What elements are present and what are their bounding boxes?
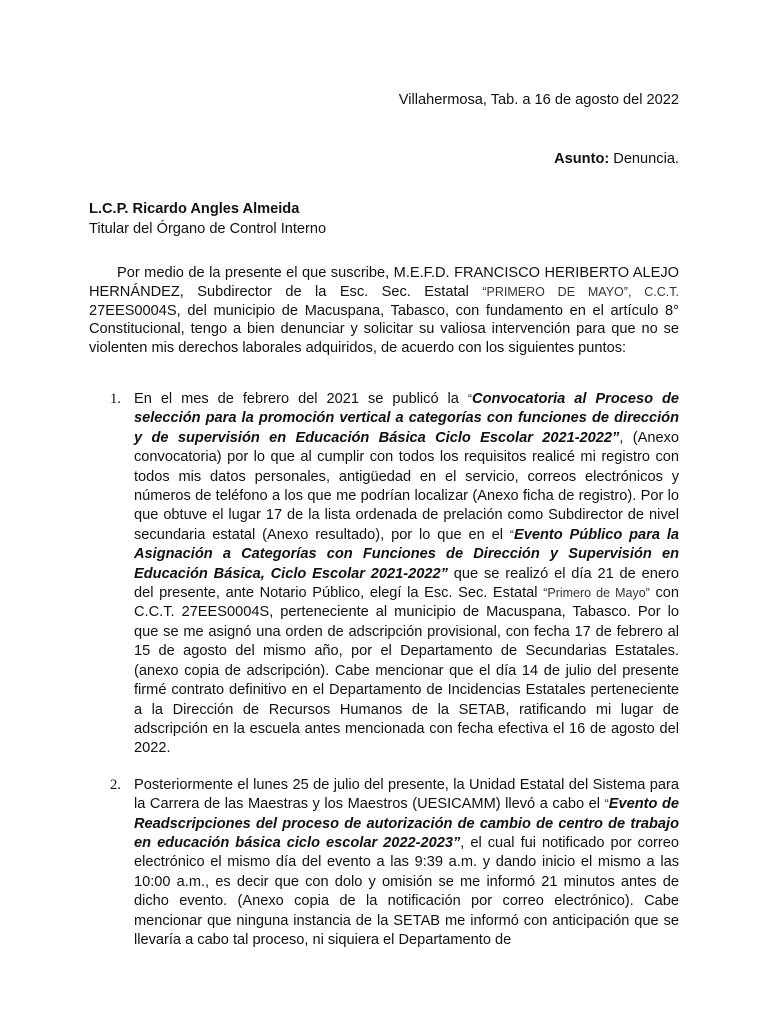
item-emphasis: Convocatoria al Proceso de selección para la promoción vertical a categorías con funciones de dirección y de supervisión en Educación Básica Ciclo Escolar 2021-2022”: [134, 391, 679, 446]
item-text: En el mes de febrero del 2021 se publicó la: [134, 391, 468, 407]
intro-school-name: “PRIMERO DE MAYO”, C.C.T.: [482, 284, 679, 299]
list-item-text: [134, 390, 679, 759]
recipient-title: Titular del Órgano de Control Interno: [89, 221, 327, 237]
intro-text-2: 27EES0004S, del municipio de Macuspana, Tabasco, con fundamento en el artículo 8° Constitucional, tengo a bien denunciar y solicitar su valiosa intervención para que no se violenten mis derechos laborales adquiridos, de acuerdo con los siguientes puntos:: [89, 302, 679, 357]
quote-mark: “: [467, 392, 473, 406]
subject-line: [554, 149, 679, 169]
item-text: , (Anexo convocatoria) por lo que al cumplir con todos los requisitos realicé mi registro con todos mis datos personales, antigüedad en el servicio, correos electrónicos y números de teléfono a los que me podrían localizar (Anexo ficha de registro). Por lo que obtuve el lugar 17 de la lista ordenada de prelación como Subdirector de nivel secundaria estatal (Anexo resultado), por lo que en el: [134, 429, 679, 543]
item-emphasis: Evento Público para la Asignación a Categorías con Funciones de Dirección y Supervisión en Educación Básica, Ciclo Escolar 2021-2022”: [134, 526, 679, 582]
quote-mark: “: [509, 527, 515, 542]
points-list: [89, 390, 679, 967]
subject-value: Denuncia.: [609, 151, 679, 167]
quote-mark: “: [604, 797, 609, 812]
date-line: Villahermosa, Tab. a 16 de agosto del 2022: [398, 92, 679, 108]
intro-paragraph: [89, 264, 679, 358]
item-text: que se realizó el día 21 de enero del presente, ante Notario Público, elegí la Esc. Sec. Estatal: [134, 565, 679, 602]
item-school-name: “Primero de Mayo”: [543, 586, 650, 601]
item-text: con C.C.T. 27EES0004S, perteneciente al municipio de Macuspana, Tabasco. Por lo que se me asignó una orden de adscripción provisional, con fecha 17 de febrero al 15 de agosto del mismo año, por el Departamento de Secundarias Estatales. (anexo copia de adscripción). Cabe mencionar que el día 14 de julio del presente firmé contrato definitivo en el Departamento de Incidencias Estatales perteneciente a la Dirección de Recursos Humanos de la SETAB, ratificando mi lugar de adscripción en la escuela antes mencionada con fecha efectiva el 16 de agosto del 2022.: [134, 585, 680, 757]
list-item: [89, 776, 679, 951]
item-emphasis: Evento de Readscripciones del proceso de autorización de cambio de centro de trabajo en educación básica ciclo escolar 2022-2023”: [134, 796, 679, 851]
list-item-text: [134, 776, 679, 951]
subject-label: Asunto:: [554, 151, 610, 167]
list-item-number: 2.: [110, 776, 121, 793]
intro-text-1: Por medio de la presente el que suscribe, M.E.F.D. FRANCISCO HERIBERTO ALEJO HERNÁNDEZ, Subdirector de la Esc. Sec. Estatal: [89, 265, 679, 300]
list-item: [89, 390, 679, 759]
list-item-number: 1.: [110, 391, 121, 407]
item-text: Posteriormente el lunes 25 de julio del presente, la Unidad Estatal del Sistema para la Carrera de las Maestras y los Maestros (UESICAMM) llevó a cabo el: [134, 776, 679, 813]
recipient-name: L.C.P. Ricardo Angles Almeida: [89, 201, 300, 217]
item-text: , el cual fui notificado por correo electrónico el mismo día del evento a las 9:39 a.m. y dando inicio el mismo a las 10:00 a.m., es decir que con dolo y omisión se me informó 21 minutos antes de dicho evento. (Anexo copia de la notificación por correo electrónico). Cabe mencionar que ninguna instancia de la SETAB me informó con anticipación que se llevaría a cabo tal proceso, ni siquiera el Departamento de: [134, 834, 680, 948]
recipient-block: [89, 199, 326, 239]
